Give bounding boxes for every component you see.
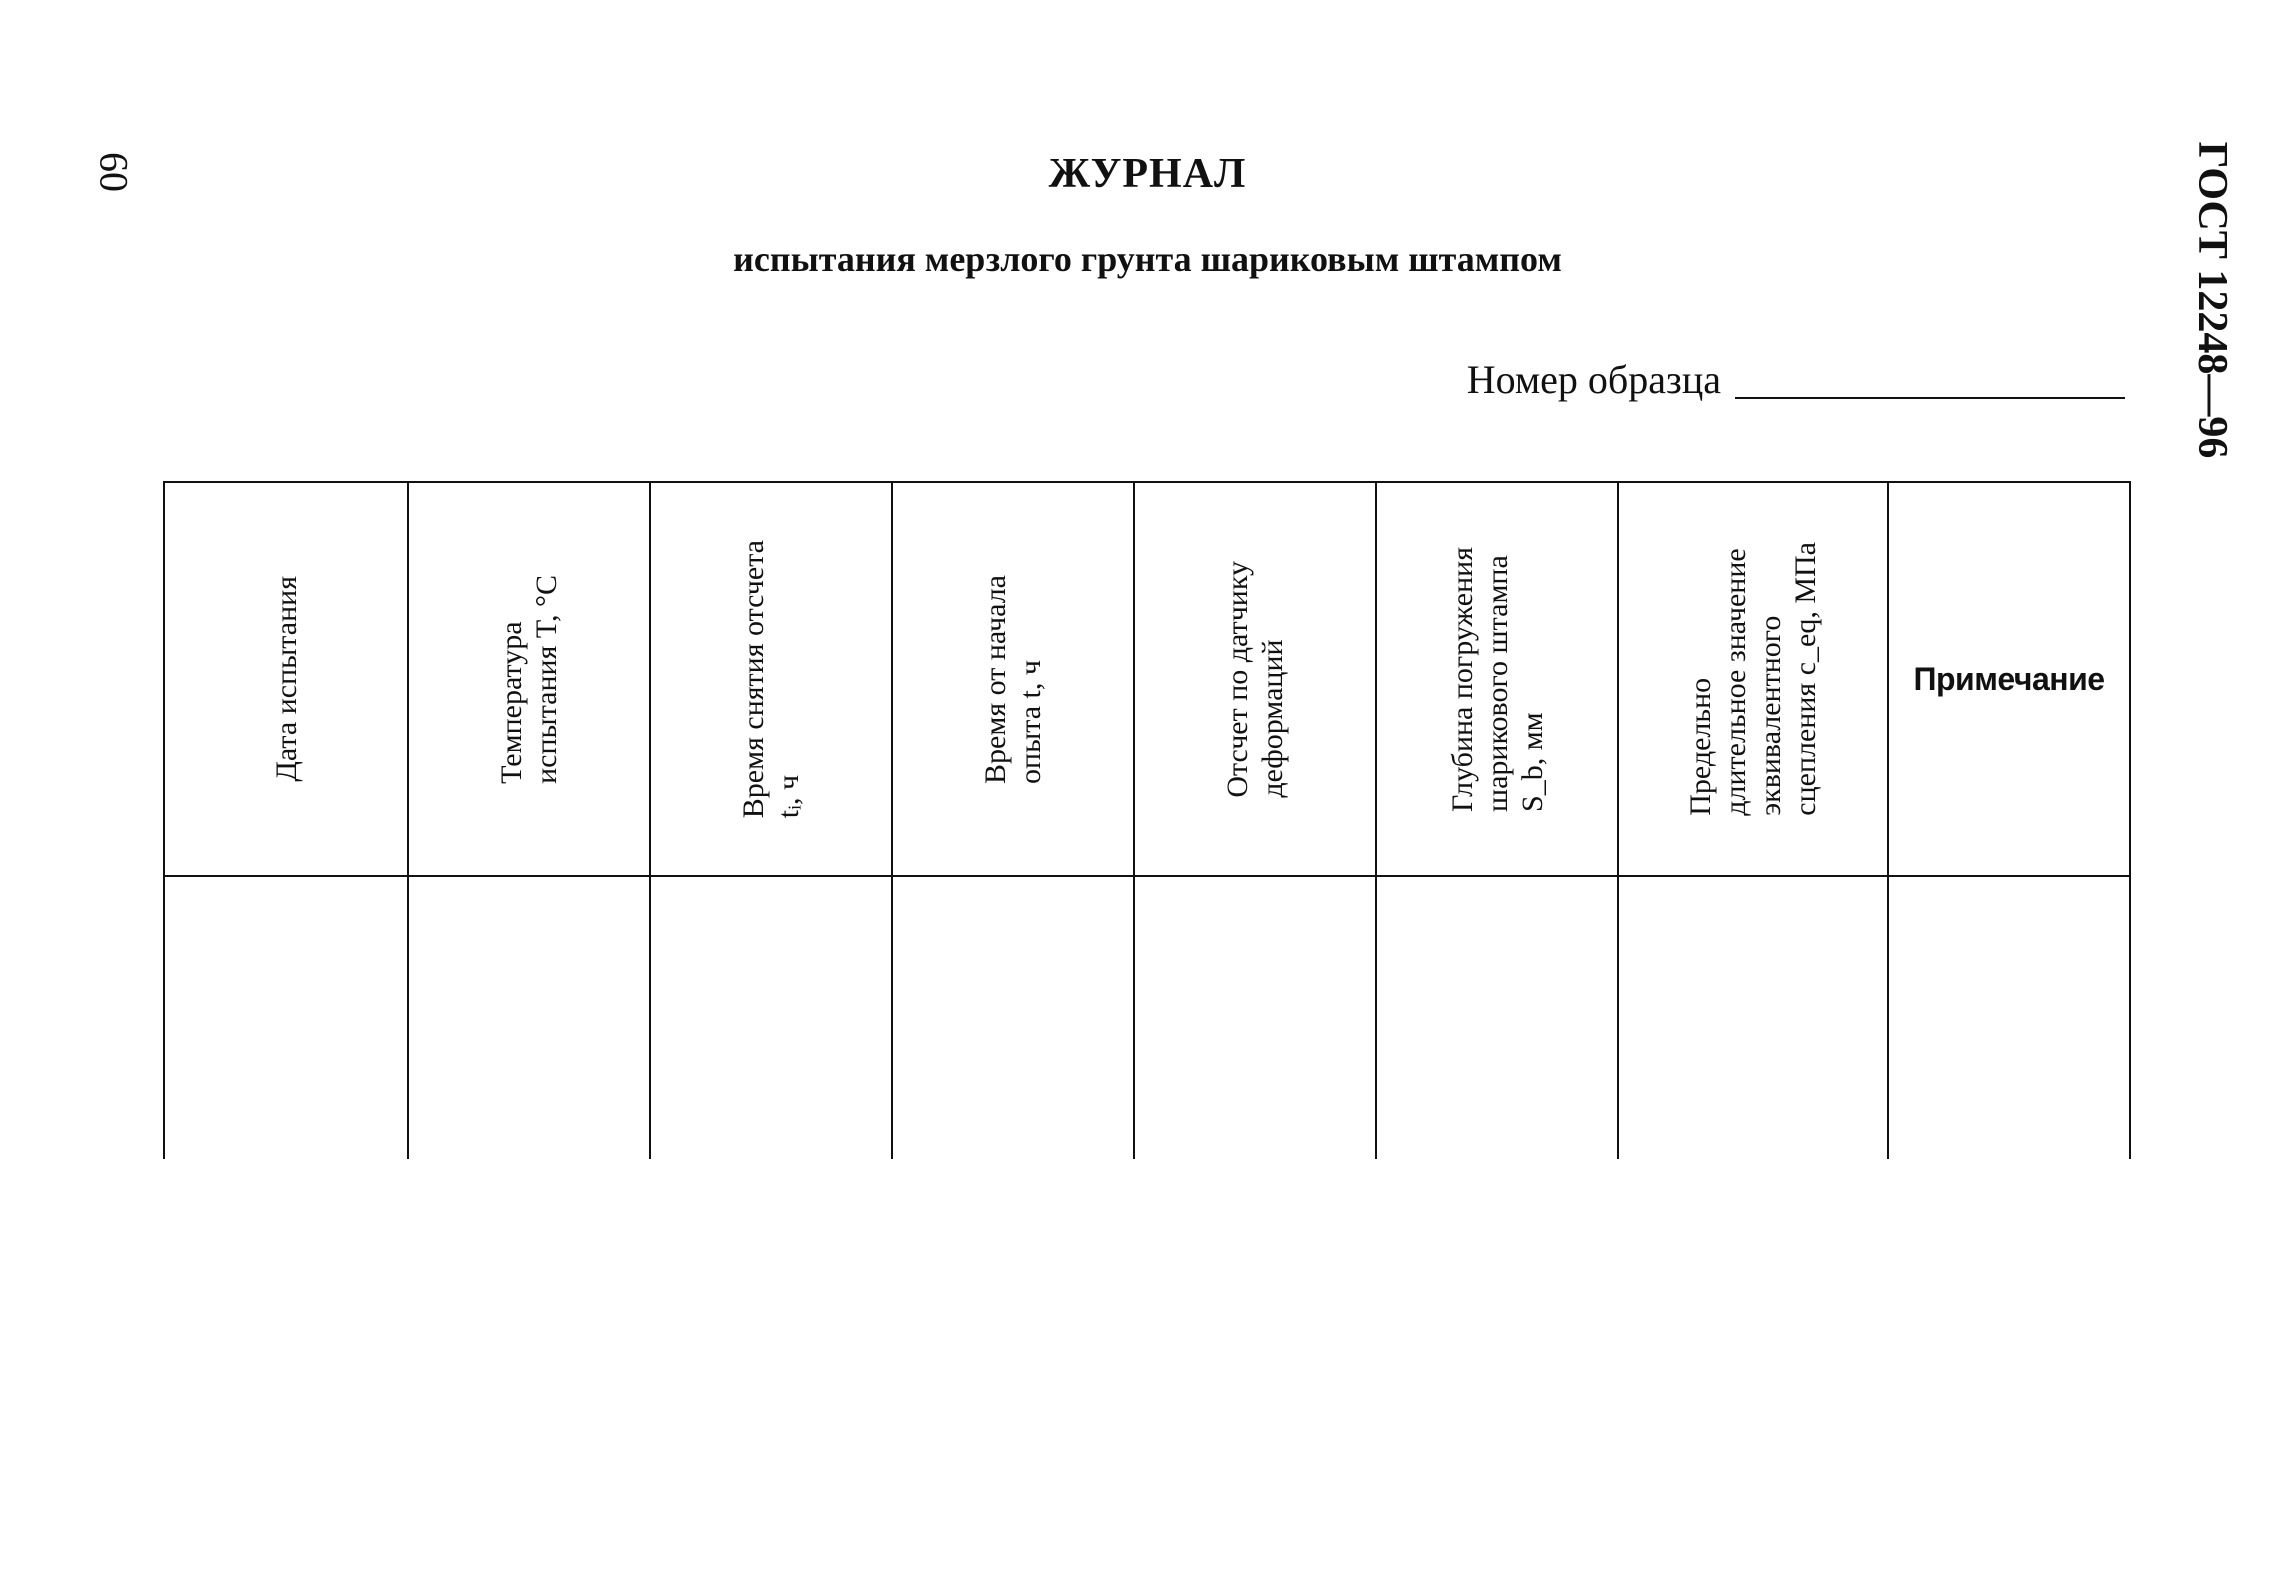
page-number: 60	[91, 152, 137, 192]
sample-number-blank-line[interactable]	[1735, 397, 2125, 399]
header-equivalent-cohesion-text: Предельно длительное значение эквивалентного сцепления c_eq, МПа	[1684, 542, 1822, 816]
header-reading-time	[650, 482, 892, 876]
cell-reading-time[interactable]	[650, 876, 892, 1159]
header-time-from-start-text: Время от начала опыта t, ч	[979, 574, 1047, 784]
cell-penetration-depth[interactable]	[1376, 876, 1618, 1159]
header-time-from-start	[892, 482, 1134, 876]
cell-test-temperature[interactable]	[408, 876, 650, 1159]
cell-time-from-start[interactable]	[892, 876, 1134, 1159]
cell-equivalent-cohesion[interactable]	[1618, 876, 1888, 1159]
sample-number-field	[1467, 356, 2125, 403]
header-penetration-depth	[1376, 482, 1618, 876]
table-header-row	[164, 482, 2130, 876]
document-subtitle: испытания мерзлого грунта шариковым штампом	[733, 239, 1562, 279]
header-penetration-depth-text: Глубина погружения шарикового штампа S_b, мм	[1445, 546, 1549, 812]
header-note	[1888, 482, 2130, 876]
header-test-temperature-text: Температура испытания T, °С	[495, 574, 563, 784]
header-deformation-reading-text: Отсчет по датчику деформаций	[1221, 560, 1289, 798]
standard-code: ГОСТ 12248—96	[2189, 141, 2235, 459]
header-test-temperature	[408, 482, 650, 876]
header-test-date	[164, 482, 408, 876]
header-deformation-reading	[1134, 482, 1376, 876]
header-note-text: Примечание	[1913, 660, 2105, 697]
header-test-date-text: Дата испытания	[269, 576, 303, 782]
cell-test-date[interactable]	[164, 876, 408, 1159]
header-equivalent-cohesion	[1618, 482, 1888, 876]
document-title: ЖУРНАЛ	[1048, 151, 1247, 197]
cell-deformation-reading[interactable]	[1134, 876, 1376, 1159]
header-reading-time-text: Время снятия отсчета tᵢ, ч	[737, 539, 805, 819]
journal-table	[163, 481, 2131, 1159]
table-row	[164, 876, 2130, 1159]
cell-note[interactable]	[1888, 876, 2130, 1159]
sample-number-label: Номер образца	[1466, 357, 1721, 402]
